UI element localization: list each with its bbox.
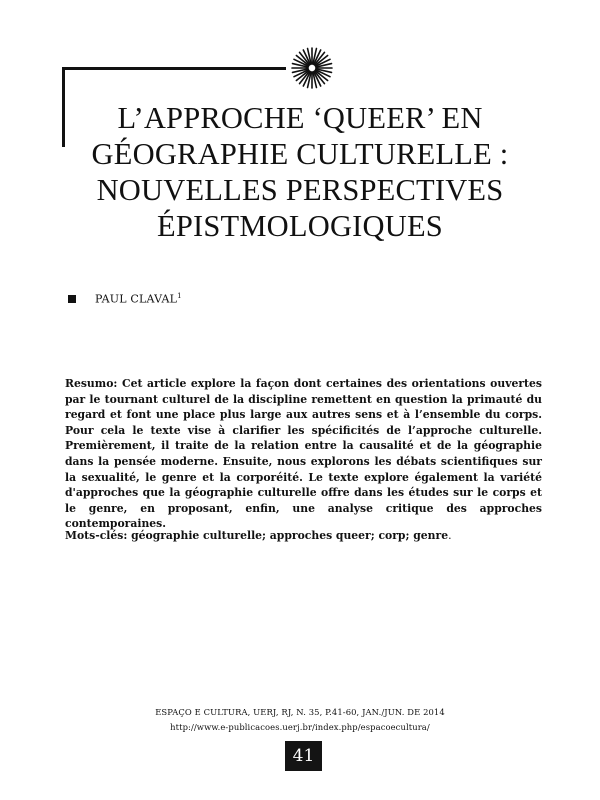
abstract-text: Resumo: Cet article explore la façon dont certaines des orientations ouvertes par le tournant culturel de la discipline remettent en question la primauté du regard et font une place plus large aux autres sens et à l’ensemble du corps. Pour cela le texte vise à clarifier les spécificités de l’approche culturelle. Premièrement, il traite de la relation entre la causalité et de la géographie dans la pensée moderne. Ensuite, nous explorons les débats scientifiques sur la sexualité, le genre et la corporéité. Le texte explore également la variété d'approches que la géographie culturelle offre dans les études sur le corps et le genre, en proposant, enfin, une analyse critique des approches contemporaines. [65,377,542,531]
journal-url[interactable]: http://www.e-publicacoes.uerj.br/index.php/espacoecultura/ [170,722,430,732]
page-number: 41 [292,746,315,766]
corner-rule-horizontal [62,67,286,70]
title-line: GÉOGRAPHIE CULTURELLE : [91,137,509,171]
author-footnote-marker: 1 [177,292,182,300]
square-bullet-icon [68,295,76,303]
page-number-box [285,741,322,771]
article-title [60,100,540,244]
title-line: NOUVELLES PERSPECTIVES [96,173,504,207]
author-name: PAUL CLAVAL [95,292,178,306]
starburst-icon [290,46,334,90]
title-line: L’APPROCHE ‘QUEER’ EN [117,101,483,135]
keywords-text: Mots-clés: géographie culturelle; approches queer; corp; genre [65,529,449,542]
author-line [68,292,182,306]
keywords-paragraph [65,528,542,544]
keywords-period: . [448,529,452,542]
title-line: ÉPISTMOLOGIQUES [157,209,443,243]
journal-citation: ESPAÇO E CULTURA, UERJ, RJ, N. 35, P.41-60, JAN./JUN. DE 2014 [155,707,445,717]
